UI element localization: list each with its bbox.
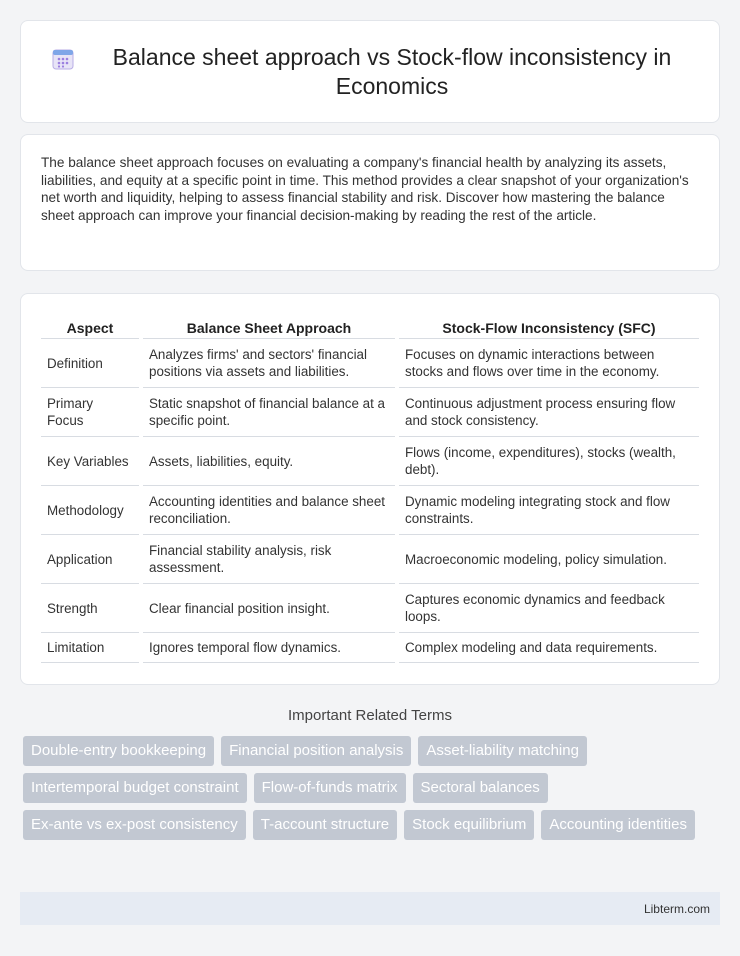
row-bsa: Assets, liabilities, equity.: [143, 437, 395, 486]
row-aspect: Definition: [41, 339, 139, 388]
row-bsa: Financial stability analysis, risk assessment.: [143, 535, 395, 584]
intro-card: [20, 134, 720, 271]
comparison-table-card: [20, 293, 720, 685]
row-sfc: Captures economic dynamics and feedback loops.: [399, 584, 699, 633]
table-row: [41, 535, 699, 584]
row-aspect: Limitation: [41, 633, 139, 663]
table-row: [41, 633, 699, 663]
row-aspect: Methodology: [41, 486, 139, 535]
related-term-tag[interactable]: Double-entry bookkeeping: [23, 736, 214, 766]
header: [51, 43, 689, 101]
related-terms-title: Important Related Terms: [288, 707, 452, 724]
row-aspect: Primary Focus: [41, 388, 139, 437]
footer-site-link[interactable]: Libterm.com: [643, 901, 710, 916]
row-sfc: Focuses on dynamic interactions between stocks and flows over time in the economy.: [399, 339, 699, 388]
table-row: [41, 437, 699, 486]
footer: [20, 892, 720, 925]
row-bsa: Accounting identities and balance sheet reconciliation.: [143, 486, 395, 535]
table-row: [41, 584, 699, 633]
row-aspect: Key Variables: [41, 437, 139, 486]
calendar-icon: [51, 47, 75, 71]
table-row: [41, 388, 699, 437]
table-row: [41, 339, 699, 388]
related-term-tag[interactable]: Asset-liability matching: [418, 736, 587, 766]
related-term-tag[interactable]: Stock equilibrium: [404, 810, 534, 840]
row-bsa: Analyzes firms' and sectors' financial positions via assets and liabilities.: [143, 339, 395, 388]
row-bsa: Static snapshot of financial balance at a specific point.: [143, 388, 395, 437]
related-term-tag[interactable]: Ex-ante vs ex-post consistency: [23, 810, 246, 840]
table-header-row: [41, 314, 699, 339]
related-term-tag[interactable]: Flow-of-funds matrix: [254, 773, 406, 803]
row-sfc: Continuous adjustment process ensuring flow and stock consistency.: [399, 388, 699, 437]
row-aspect: Application: [41, 535, 139, 584]
row-aspect: Strength: [41, 584, 139, 633]
row-sfc: Complex modeling and data requirements.: [399, 633, 699, 663]
related-term-tag[interactable]: Accounting identities: [541, 810, 695, 840]
related-term-tag[interactable]: T-account structure: [253, 810, 397, 840]
header-aspect: Aspect: [41, 314, 139, 339]
header-card: [20, 20, 720, 123]
intro-text: The balance sheet approach focuses on evaluating a company's financial health by analyzing its assets, liabilities, and equity at a specific point in time. This method provides a clear snapshot of your organization's net worth and liquidity, helping to assess financial stability and risk. Discover how mastering the balance sheet approach can improve your financial decision-making by reading the rest of the article.: [41, 155, 689, 223]
row-bsa: Clear financial position insight.: [143, 584, 395, 633]
page-title: Balance sheet approach vs Stock-flow inconsistency in Economics: [112, 43, 672, 99]
table-row: [41, 486, 699, 535]
row-bsa: Ignores temporal flow dynamics.: [143, 633, 395, 663]
row-sfc: Dynamic modeling integrating stock and flow constraints.: [399, 486, 699, 535]
row-sfc: Macroeconomic modeling, policy simulation.: [399, 535, 699, 584]
row-sfc: Flows (income, expenditures), stocks (wealth, debt).: [399, 437, 699, 486]
related-term-tag[interactable]: Intertemporal budget constraint: [23, 773, 247, 803]
related-terms-list: [20, 736, 720, 847]
comparison-table: [37, 314, 703, 663]
related-term-tag[interactable]: Sectoral balances: [413, 773, 548, 803]
header-balance-sheet: Balance Sheet Approach: [143, 314, 395, 339]
header-sfc: Stock-Flow Inconsistency (SFC): [399, 314, 699, 339]
related-term-tag[interactable]: Financial position analysis: [221, 736, 411, 766]
